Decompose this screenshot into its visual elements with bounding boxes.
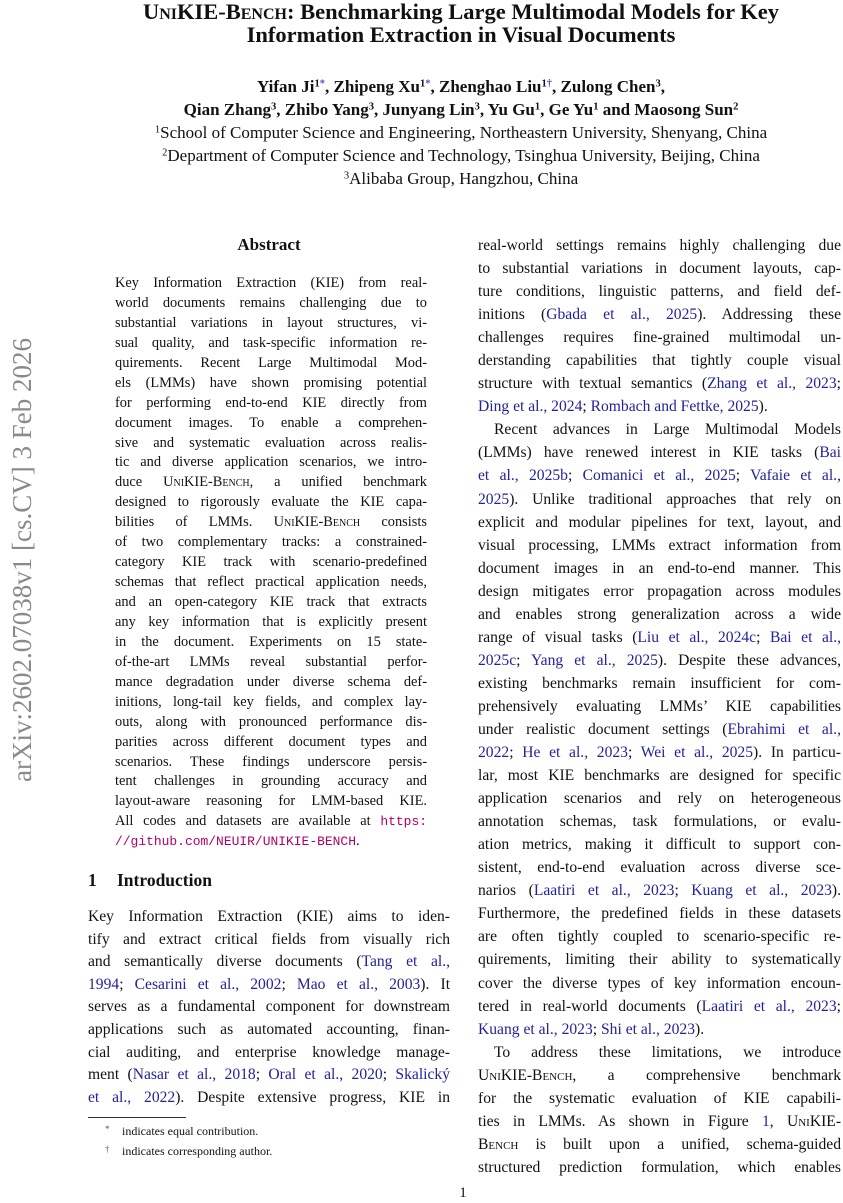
body-line: to substantial variations in document layouts, cap- [478,260,841,278]
abstract-line: mance degradation under diverse schema def- [115,673,427,690]
superscript: 3 [343,170,350,182]
abstract-heading: Abstract [237,235,301,254]
section-number: 1 [88,870,97,890]
citation-link[interactable]: Kuang et al., 2023 [478,1020,593,1038]
abstract-line: Key Information Extraction (KIE) from real- [115,275,427,291]
citation-link[interactable]: Wei et al., 2025 [640,744,754,762]
citation-link[interactable]: Nasar et al., 2018 [132,1066,256,1084]
footnote [105,1120,272,1140]
body-line: Ding et al., 2024; Rombach and Fettke, 2025). [478,398,768,416]
citation-link[interactable]: Bai [819,444,841,462]
author-line: Qian Zhang$^3$, Zhibo Yang$^3$, Junyang Lin$^3$, Yu Gu$^1$, Ge Yu$^1$ and Maosong Sun$^2$ [183,99,739,119]
body-line: 2025). Unlike traditional approaches that rely on [478,490,841,508]
body-line: cover the diverse types of key information encoun- [478,974,841,992]
superscript: 1 [314,78,320,90]
affiliation-line: $^3$Alibaba Group, Hangzhou, China [343,169,579,188]
superscript: 1 [534,101,541,113]
footnote-marker[interactable]: † [546,78,553,90]
superscript: 1 [593,101,599,113]
abstract-line: schemas that reflect practical application needs, [115,574,427,591]
citation-link[interactable]: Skalický [395,1066,450,1084]
body-line: Key Information Extraction (KIE) aims to iden- [88,908,450,925]
abstract-line: els (LMMs) have shown promising potential [115,374,427,391]
abstract-body [115,274,427,852]
superscript: 3 [655,78,661,90]
superscript: 2 [733,101,739,113]
citation-link[interactable]: Gbada et al., 2025 [546,306,698,324]
body-line: application scenarios and rely on heterogeneous [478,790,841,808]
body-line: UniKIE-Bench, a comprehensive benchmark [478,1066,841,1084]
body-line: (LMMs) have renewed interest in KIE tasks (Bai [478,444,841,462]
benchmark-name: Bench [478,1135,519,1153]
footnote-rule [88,1117,186,1118]
title-line: Information Extraction in Visual Documents [246,22,676,47]
section-title: Introduction [117,870,212,890]
body-line: under realistic document settings (Ebrahimi et al., [478,720,841,738]
citation-link[interactable]: Rombach and Fettke, 2025 [590,398,759,416]
body-line: annotation schemas, task formulations, or evalu- [478,813,841,831]
body-line: prehensively evaluating LMMs’ KIE capabilities [478,697,841,715]
title-line: UniKIE-Bench: Benchmarking Large Multimodal Models for Key [142,0,780,24]
body-line: 1994; Cesarini et al., 2002; Mao et al., 2003). It [88,975,451,993]
body-line: To address these limitations, we introduce [494,1043,841,1061]
abstract-line: designed to rigorously evaluate the KIE capa- [115,494,427,511]
citation-link[interactable]: He et al., 2023 [522,744,628,762]
benchmark-name: UniKIE-Bench [273,514,361,531]
body-line: ation metrics, making it difficult to support con- [478,836,841,854]
body-line: et al., 2022). Despite extensive progress, KIE in [88,1088,450,1106]
abstract-line: of-the-art LMMs reveal substantial perfor- [115,653,427,670]
page-number: 1 [459,1185,467,1201]
citation-link[interactable]: Kuang et al., 2023 [691,882,832,900]
body-line: initions (Gbada et al., 2025). Addressing these [478,306,841,324]
body-line: explicit and modular pipelines for text, layout, and [478,513,841,531]
footnote-marker[interactable]: * [425,78,431,90]
abstract-line: duce UniKIE-Bench, a unified benchmark [115,474,428,491]
body-line: Kuang et al., 2023; Shi et al., 2023). [478,1020,705,1038]
url-link[interactable]: //github.com/NEUIR/UNIKIE-BENCH [115,834,356,850]
body-line: 2025c; Yang et al., 2025). Despite these advances, [478,651,841,669]
citation-link[interactable]: Comanici et al., 2025 [582,467,736,485]
benchmark-name: UniKIE- [786,1112,842,1130]
citation-link[interactable]: Ebrahimi et al., [727,720,841,738]
citation-link[interactable]: Mao et al., 2003 [296,975,421,993]
abstract-line: sive and systematic evaluation across realis- [115,434,427,451]
abstract-line: bilities of LMMs. UniKIE-Bench consists [115,514,427,531]
abstract-line: tent challenges in grounding accuracy and [115,773,427,790]
abstract-line: of two complementary tracks: a constrained- [115,534,427,551]
body-line: real-world settings remains highly challenging due [478,237,841,254]
body-line: tify and extract critical fields from visually rich [88,930,450,948]
citation-link[interactable]: Ding et al., 2024 [478,398,583,416]
superscript: 2 [162,147,168,159]
citation-link[interactable]: Cesarini et al., 2002 [134,975,282,993]
footnote-symbol: † [105,1144,110,1154]
citation-link[interactable]: 2022 [478,744,510,762]
body-line: and semantically diverse documents (Tang et al., [88,953,450,971]
abstract-line: quirements. Recent Large Multimodal Mod- [115,354,427,371]
superscript: 3 [368,101,374,113]
benchmark-name: UniKIE-Bench [478,1066,573,1084]
body-line: ture conditions, linguistic patterns, and field def- [478,283,841,301]
abstract-line: //github.com/NEUIR/UNIKIE-BENCH. [115,833,360,850]
arxiv-stamp: arXiv:2602.07038v1 [cs.CV] 3 Feb 2026 [7,338,37,782]
body-line: existing benchmarks remain insufficient for com- [478,674,841,692]
citation-link[interactable]: 2025c [478,651,517,669]
body-line: et al., 2025b; Comanici et al., 2025; Vafaie et al., [478,467,841,485]
abstract-line: initions, long-tail key fields, and complex lay- [115,693,427,710]
introduction-left-column [88,906,450,1109]
citation-link[interactable]: Tang et al., [361,953,450,971]
superscript: 3 [271,101,277,113]
abstract-line: substantial variations in layout structures, vi- [115,314,427,331]
url-link[interactable]: https: [380,814,427,830]
introduction-right-column [478,234,841,1179]
citation-link[interactable]: Zhang et al., 2023 [707,375,837,393]
body-line: structured prediction formulation, which enables [478,1158,841,1176]
citation-link[interactable]: Bai et al., [769,628,842,646]
citation-link[interactable]: Shi et al., 2023 [601,1020,695,1038]
body-line: visual processing, LMMs extract information from [478,536,841,554]
citation-link[interactable]: et al., 2022 [88,1088,176,1106]
author-line: Yifan $Ji^{1*}$, Zhipeng $Xu^{1*}$, Zhenghao Liu$^{1\dagger}$, Zulong Chen$^3$, [257,77,665,96]
abstract-line: scenarios. These findings underscore persis- [115,753,427,770]
section-heading-introduction [88,868,212,892]
body-line: sistent, end-to-end evaluation across diverse sce- [478,859,841,877]
abstract-line: tic and diverse application scenarios, we intro- [115,454,427,471]
affiliation-line: $^1$School of Computer Science and Engineering, Northeastern University, Shenyang, China [154,123,768,142]
body-line: for the systematic evaluation of KIE capabili- [478,1089,841,1107]
footnote-text: indicates corresponding author. [122,1144,273,1158]
footnote-text: indicates equal contribution. [122,1124,259,1138]
body-line: narios (Laatiri et al., 2023; Kuang et al., 2023). [478,882,842,900]
citation-link[interactable]: Laatiri et al., 2023 [701,997,837,1015]
affiliation-line: $^2$Department of Computer Science and Technology, Tsinghua University, Beijing, China [162,146,760,165]
affiliations [80,121,842,190]
body-line: ment (Nasar et al., 2018; Oral et al., 2020; Skalický [88,1066,450,1084]
body-line: structure with textual semantics (Zhang et al., 2023; [478,375,841,393]
citation-link[interactable]: 2025 [478,490,510,508]
abstract-line: layout-aware reasoning for LMM-based KIE. [115,793,427,810]
body-line: cial auditing, and enterprise knowledge manage- [88,1043,450,1061]
citation-link[interactable]: Vafaie et al., [750,467,841,485]
abstract-line: parities across different document types and [115,733,427,750]
abstract-line: and an open-category KIE track that extracts [115,594,427,610]
body-line: lar, most KIE benchmarks are designed for specific [478,767,841,785]
body-line: range of visual tasks (Liu et al., 2024c; Bai et al., [478,628,842,646]
body-line: Recent advances in Large Multimodal Models [494,421,841,439]
body-line: derstanding capabilities that tightly couple visual [478,352,841,370]
abstract-line: document images. To enable a comprehen- [115,414,427,431]
benchmark-name: UniKIE-Bench [163,474,250,491]
body-line: are often tightly coupled to scenario-specific re- [478,928,841,946]
abstract-line: any key information that is explicitly present [115,613,427,630]
body-line: Furthermore, the predefined fields in these datasets [478,905,841,923]
body-line: ties in LMMs. As shown in Figure 1, UniKIE- [478,1112,842,1130]
author-list [80,76,842,121]
body-line: applications such as automated accounting, finan- [88,1020,450,1038]
superscript: 1 [419,78,426,90]
body-line: and enables strong generalization across a wide [478,605,841,623]
abstract-line: All codes and datasets are available at https: [115,813,427,830]
abstract-line: world documents remains challenging due to [115,294,427,311]
citation-link[interactable]: Laatiri et al., 2023 [533,882,675,900]
abstract-line: category KIE track with scenario-predefined [115,554,427,571]
abstract-line: for performing end-to-end KIE directly from [115,394,427,411]
citation-link[interactable]: Yang et al., 2025 [530,651,658,669]
body-line: document images in an end-to-end manner. This [478,559,841,577]
citation-link[interactable]: Liu et al., 2024c [637,628,757,646]
abstract-line: in the document. Experiments on 15 state- [115,633,427,650]
citation-link[interactable]: Oral et al., 2020 [268,1066,383,1084]
paper-title [80,0,842,46]
body-line: design mitigates error propagation across modules [478,582,841,600]
superscript: 3 [474,101,480,113]
body-line: Bench is built upon a unified, schema-guided [478,1135,841,1153]
footnote-symbol: * [105,1124,110,1134]
body-line: quirements, limiting their ability to systematically [478,951,841,969]
abstract-line: outs, along with pronounced performance dis- [115,713,427,730]
footnote [105,1140,272,1160]
body-line: 2022; He et al., 2023; Wei et al., 2025). In particu- [478,744,841,762]
superscript: 1 [541,78,547,90]
citation-link[interactable]: 1 [761,1112,770,1130]
footnotes [105,1120,272,1160]
abstract-line: sual quality, and task-specific information re- [115,334,427,351]
superscript: 1 [154,124,161,136]
body-line: tered in real-world documents (Laatiri et al., 2023; [478,997,841,1015]
body-line: challenges requires fine-grained multimodal un- [478,329,841,347]
benchmark-name: UniKIE-Bench [142,0,287,24]
footnote-marker[interactable]: * [319,78,325,90]
citation-link[interactable]: 1994 [88,975,120,993]
citation-link[interactable]: et al., 2025b [478,467,568,485]
body-line: serves as a fundamental component for downstream [88,998,450,1016]
